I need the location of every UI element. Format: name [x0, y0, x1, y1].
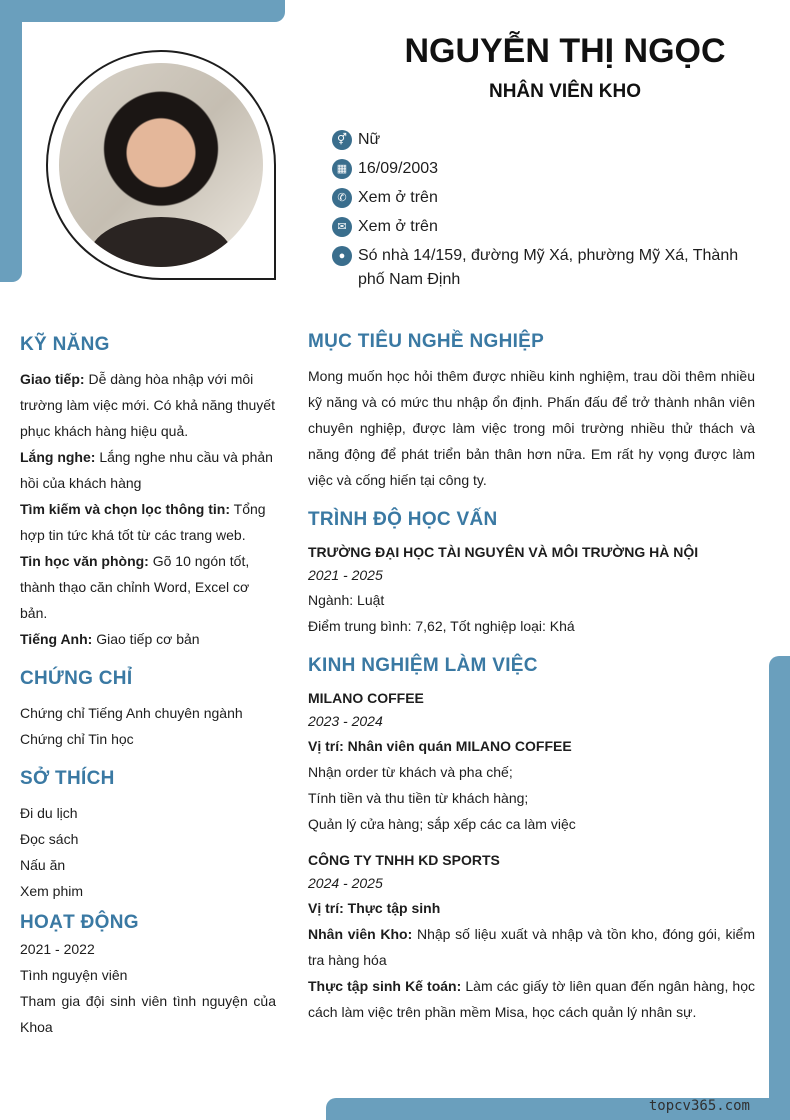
job-duty: Nhận order từ khách và pha chế; — [308, 764, 513, 780]
contact-email: ✉ Xem ở trên — [332, 215, 760, 239]
certificate-item: Chứng chỉ Tin học — [20, 731, 134, 747]
right-accent-bar — [769, 656, 790, 1120]
job-position: Vị trí: Nhân viên quán MILANO COFFEE — [308, 738, 572, 754]
contact-info — [332, 128, 760, 297]
education-title: TRÌNH ĐỘ HỌC VẤN — [308, 509, 498, 530]
activity-desc: Tham gia đội sinh viên tình nguyện của Khoa — [20, 993, 276, 1035]
contact-address: ● Só nhà 14/159, đường Mỹ Xá, phường Mỹ Xá, Thành phố Nam Định — [332, 244, 760, 292]
profile-photo — [59, 63, 263, 267]
skills-title: KỸ NĂNG — [20, 334, 110, 355]
job-duty: Quản lý cửa hàng; sắp xếp các ca làm việc — [308, 816, 576, 832]
skill-item: Lắng nghe: Lắng nghe nhu cầu và phản hồi của khách hàng — [20, 449, 273, 491]
hobbies-title: SỞ THÍCH — [20, 768, 115, 789]
education-period: 2021 - 2025 — [308, 567, 383, 583]
candidate-role: NHÂN VIÊN KHO — [488, 81, 641, 102]
location-icon: ● — [332, 246, 352, 266]
hobby-item: Xem phim — [20, 883, 84, 899]
activity-period: 2021 - 2022 — [20, 941, 95, 957]
education-school: TRƯỜNG ĐẠI HỌC TÀI NGUYÊN VÀ MÔI TRƯỜNG HÀ NỘI — [308, 544, 699, 560]
skill-item: Tìm kiếm và chọn lọc thông tin: Tổng hợp tin tức khá tốt từ các trang web. — [20, 501, 266, 543]
job-period: 2024 - 2025 — [308, 875, 383, 891]
activity-role: Tình nguyện viên — [20, 967, 128, 983]
education-major: Ngành: Luật — [308, 592, 385, 608]
skill-item: Giao tiếp: Dễ dàng hòa nhập với môi trường làm việc mới. Có khả năng thuyết phục khách hàng hiệu quả. — [20, 371, 275, 439]
right-column — [308, 331, 755, 1025]
top-accent-bar — [0, 0, 285, 22]
watermark: topcv365.com — [648, 1098, 750, 1114]
job-period: 2023 - 2024 — [308, 713, 383, 729]
left-accent-bar — [0, 0, 22, 282]
contact-gender: ⚥ Nữ — [332, 128, 760, 152]
hobby-item: Đọc sách — [20, 831, 79, 847]
objective-text: Mong muốn học hỏi thêm được nhiều kinh nghiệm, trau dồi thêm nhiều kỹ năng và có mức thu nhập ổn định. Phấn đấu để trở thành nhân viên chuyên nghiệp, được làm việc trong môi trường nhiều thử thách và năng động để phát triển bản thân hơn nữa. Em rất hy vọng được làm việc và cống hiến tại công ty. — [308, 368, 755, 488]
activities-title: HOẠT ĐỘNG — [20, 912, 139, 933]
left-column — [20, 334, 276, 1040]
education-gpa: Điểm trung bình: 7,62, Tốt nghiệp loại: Khá — [308, 618, 575, 634]
email-icon: ✉ — [332, 217, 352, 237]
job-position: Vị trí: Thực tập sinh — [308, 900, 441, 916]
job-detail: Nhân viên Kho: Nhập số liệu xuất và nhập và tồn kho, đóng gói, kiểm tra hàng hóa — [308, 926, 755, 968]
candidate-name: NGUYỄN THỊ NGỌC — [404, 32, 726, 70]
skill-item: Tiếng Anh: Giao tiếp cơ bản — [20, 631, 200, 647]
job-company: MILANO COFFEE — [308, 690, 424, 706]
gender-icon: ⚥ — [332, 130, 352, 150]
job-detail: Thực tập sinh Kế toán: Làm các giấy tờ liên quan đến ngân hàng, học cách làm việc trên phần mềm Misa, học cách quản lý nhân sự. — [308, 978, 755, 1020]
phone-icon: ✆ — [332, 188, 352, 208]
hobby-item: Nấu ăn — [20, 857, 66, 873]
job-duty: Tính tiền và thu tiền từ khách hàng; — [308, 790, 529, 806]
objective-title: MỤC TIÊU NGHỀ NGHIỆP — [308, 331, 545, 352]
certificates-title: CHỨNG CHỈ — [20, 668, 133, 689]
skill-item: Tin học văn phòng: Gõ 10 ngón tốt, thành thạo căn chỉnh Word, Excel cơ bản. — [20, 553, 250, 621]
job-company: CÔNG TY TNHH KD SPORTS — [308, 852, 500, 868]
certificate-item: Chứng chỉ Tiếng Anh chuyên ngành — [20, 705, 243, 721]
hobby-item: Đi du lịch — [20, 805, 78, 821]
experience-title: KINH NGHIỆM LÀM VIỆC — [308, 655, 538, 676]
contact-birthday: ▦ 16/09/2003 — [332, 157, 760, 181]
calendar-icon: ▦ — [332, 159, 352, 179]
contact-phone: ✆ Xem ở trên — [332, 186, 760, 210]
profile-photo-frame — [46, 50, 276, 280]
